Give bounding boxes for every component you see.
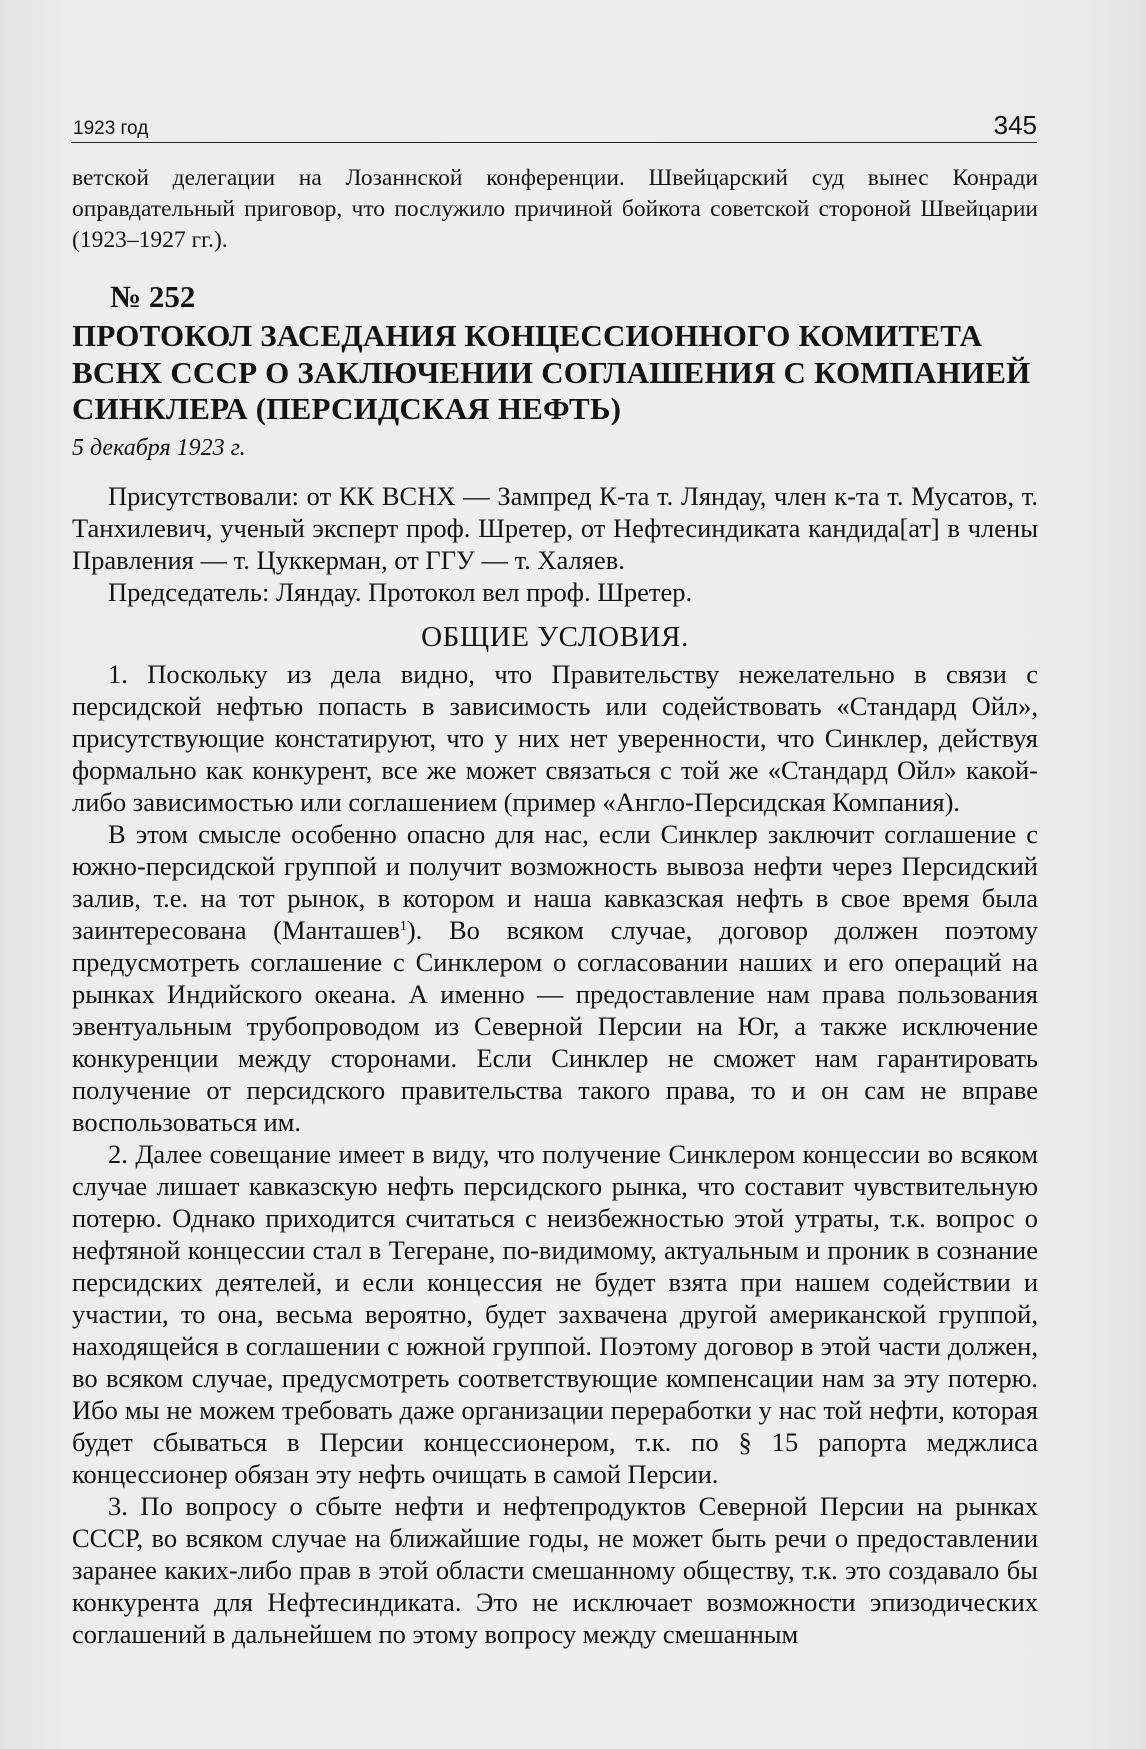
section-heading: ОБЩИЕ УСЛОВИЯ.	[421, 620, 689, 653]
paragraph-1: 1. Поскольку из дела видно, что Правительству нежелательно в связи с персидской нефтью попасть в зависимость или содействовать «Стандард Ойл», присутствующие констатируют, что у них нет уверенности, что Синклер, действуя формально как конкурент, все же может связаться с той же «Стандард Ойл» какой-либо зависимостью или соглашением (пример «Англо-Персидская Компания).	[72, 658, 1038, 817]
document-number: № 252	[110, 279, 196, 314]
chairman-paragraph: Председатель: Ляндау. Протокол вел проф. Шретер.	[108, 576, 693, 607]
page-number: 345	[993, 110, 1037, 140]
running-header-year: 1923 год	[73, 118, 149, 139]
paragraph-1-continued	[72, 818, 1038, 1138]
paragraph-1-continued-part-b: ). Во всяком случае, договор должен поэтому предусмотреть соглашение с Синклером о согласовании наших и его операций на рынках Индийского океана. А именно — предоставление нам права пользования эвентуальным трубопроводом из Северной Персии на Юг, а также исключение конкуренции между сторонами. Если Синклер не сможет нам гарантировать получение от персидского правительства такого права, то и он сам не вправе воспользоваться им.	[72, 914, 1038, 1137]
paragraph-2: 2. Далее совещание имеет в виду, что получение Синклером концессии во всяком случае лишает кавказскую нефть персидского рынка, что составит чувствительную потерю. Однако приходится считаться с неизбежностью этой утраты, т.к. вопрос о нефтяной концессии стал в Тегеране, по-видимому, актуальным и проник в сознание персидских деятелей, и если концессия не будет взята при нашем содействии и участии, то она, весьма вероятно, будет захвачена другой американской группой, находящейся в соглашении с южной группой. Поэтому договор в этой части должен, во всяком случае, предусмотреть соответствующие компенсации нам за эту потерю. Ибо мы не можем требовать даже организации переработки у нас той нефти, которая будет сбываться в Персии концессионером, т.к. по § 15 рапорта меджлиса концессионер обязан эту нефть очищать в самой Персии.	[72, 1138, 1038, 1489]
attendees-paragraph: Присутствовали: от КК ВСНХ — Зампред К-та т. Ляндау, член к-та т. Мусатов, т. Танхилевич, ученый эксперт проф. Шретер, от Нефтесиндиката кандида[ат] в члены Правления — т. Цуккерман, от ГГУ — т. Халяев.	[72, 480, 1038, 575]
footnote-marker: 1	[399, 918, 407, 934]
document-date: 5 декабря 1923 г.	[72, 434, 246, 461]
page-body	[72, 163, 1038, 1650]
document-title: ПРОТОКОЛ ЗАСЕДАНИЯ КОНЦЕССИОННОГО КОМИТЕТА ВСНХ СССР О ЗАКЛЮЧЕНИИ СОГЛАШЕНИЯ С КОМПАНИЕЙ СИНКЛЕРА (ПЕРСИДСКАЯ НЕФТЬ)	[72, 318, 1031, 426]
running-header	[71, 110, 1037, 143]
intro-paragraph: ветской делегации на Лозаннской конференции. Швейцарский суд вынес Конради оправдательный приговор, что послужило причиной бойкота советской стороной Швейцарии (1923–1927 гг.).	[72, 165, 1038, 253]
paragraph-3: 3. По вопросу о сбыте нефти и нефтепродуктов Северной Персии на рынках СССР, во всяком случае на ближайшие годы, не может быть речи о предоставлении заранее каких-либо прав в этой области смешанному обществу, т.к. это создавало бы конкурента для Нефтесиндиката. Это не исключает возможности эпизодических соглашений в дальнейшем по этому вопросу между смешанным	[72, 1490, 1038, 1649]
paragraph-1-continued-part-a: В этом смысле особенно опасно для нас, если Синклер заключит соглашение с южно-персидской группой и получит возможность вывоза нефти через Персидский залив, т.е. на тот рынок, в котором и наша кавказская нефть в свое время была заинтересована (Манташев	[72, 818, 1038, 945]
